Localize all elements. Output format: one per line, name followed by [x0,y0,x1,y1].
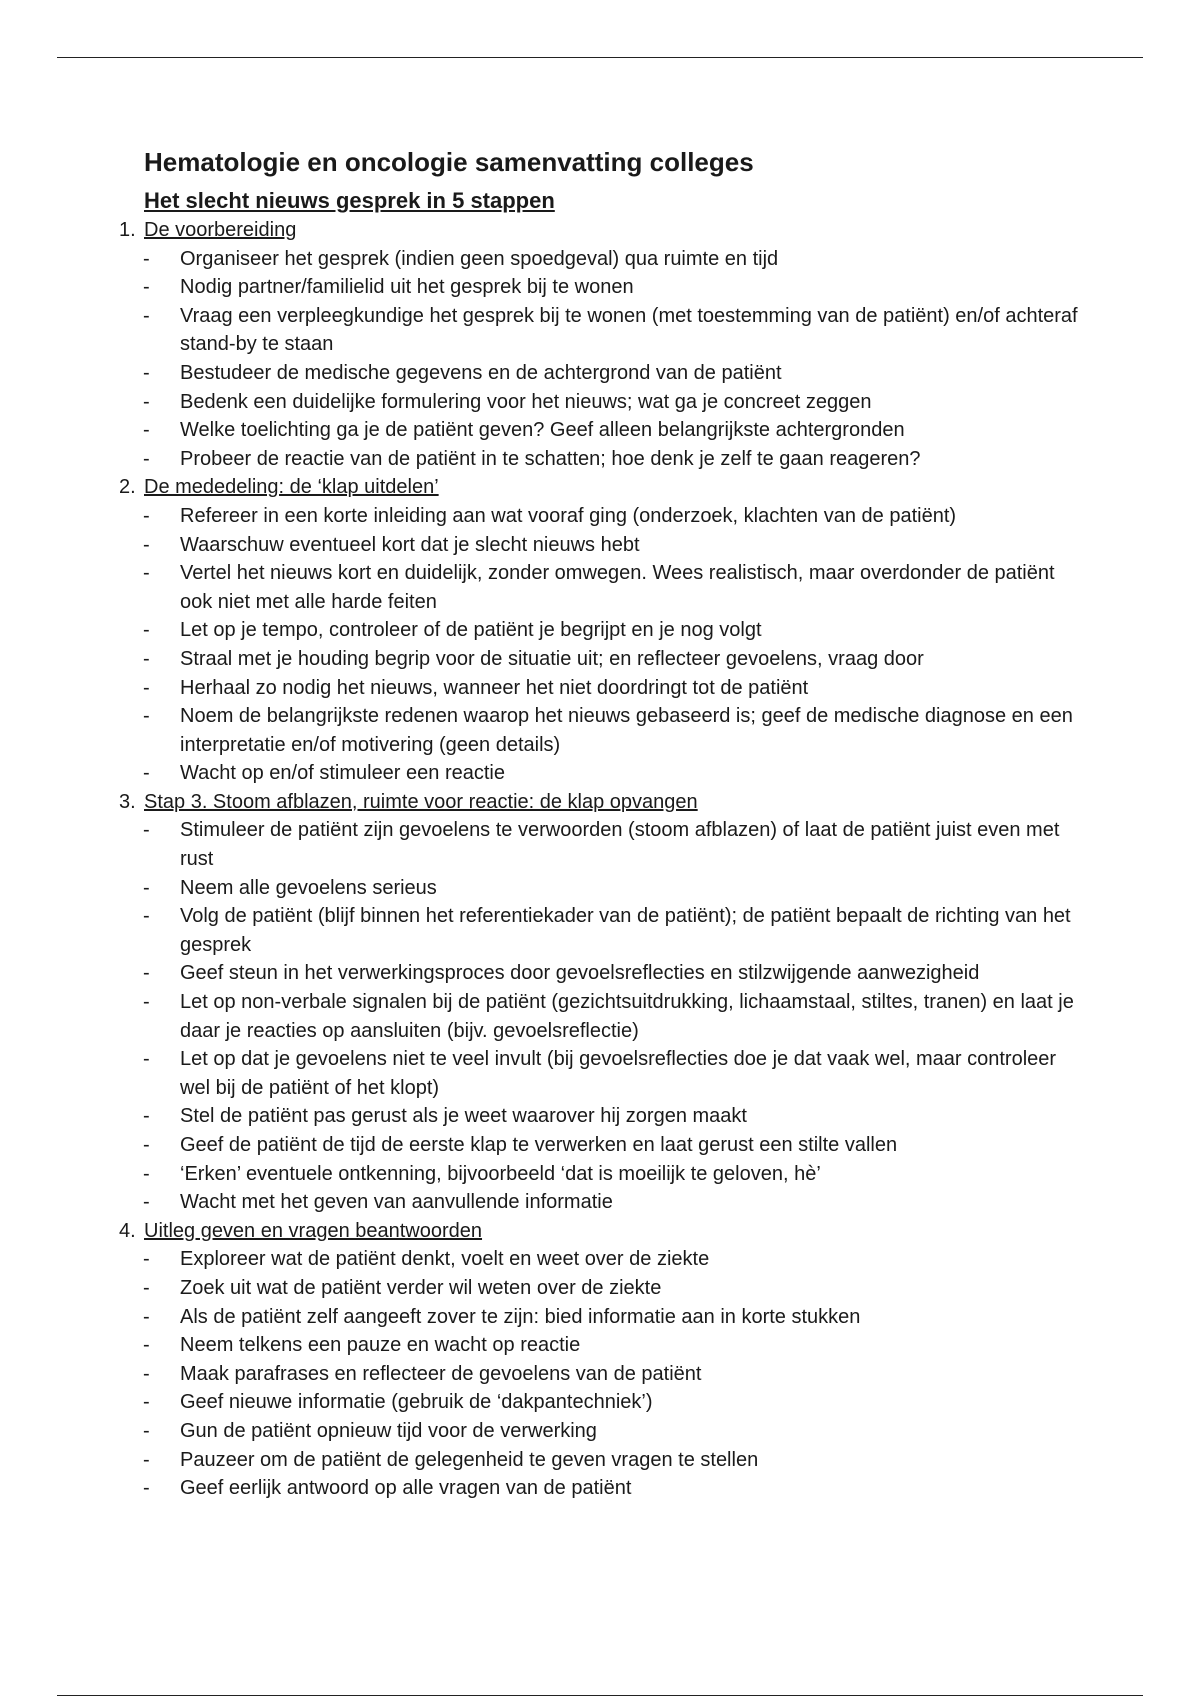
list-item [0,502,1200,531]
list-item [0,1160,1200,1189]
section-number: 4. [119,1219,136,1242]
bullet-dash: - [143,1248,150,1271]
document-body [0,138,1200,1503]
list-item [0,302,1200,359]
bullet-list [0,1245,1200,1502]
list-item [0,616,1200,645]
document-title: Hematologie en oncologie samenvatting colleges [144,147,754,177]
list-item [0,1045,1200,1102]
list-item-text: Noem de belangrijkste redenen waarop het nieuws gebaseerd is; geef de medische diagnose en een interpretatie en/of motivering (geen details) [180,705,1073,756]
list-item [0,1360,1200,1389]
list-item-text: Exploreer wat de patiënt denkt, voelt en weet over de ziekte [180,1248,710,1271]
bullet-dash: - [143,533,150,556]
list-item-text: Nodig partner/familielid uit het gesprek bij te wonen [180,276,634,299]
list-item-text: Geef nieuwe informatie (gebruik de ‘dakpantechniek’) [180,1391,653,1414]
section-number: 1. [119,219,136,241]
section-heading-text: De mededeling: de ‘klap uitdelen’ [144,476,439,499]
list-item-text: Let op non-verbale signalen bij de patiënt (gezichtsuitdrukking, lichaamstaal, stiltes, tranen) en laat je daar je reacties op aansluiten (bijv. gevoelsreflectie) [180,991,1074,1042]
list-item-text: Neem alle gevoelens serieus [180,876,437,899]
bullet-dash: - [143,1419,150,1442]
list-item-text: Herhaal zo nodig het nieuws, wanneer het niet doordringt tot de patiënt [180,676,809,699]
list-item [0,1274,1200,1303]
section-number: 3. [119,790,136,813]
bullet-list [0,502,1200,788]
bullet-dash: - [143,361,150,384]
bullet-dash: - [143,619,150,642]
list-item-text: Neem telkens een pauze en wacht op reactie [180,1334,581,1357]
bullet-dash: - [143,1105,150,1128]
list-item-text: Maak parafrases en reflecteer de gevoelens van de patiënt [180,1362,702,1385]
list-item [0,874,1200,903]
section-heading-text: Stap 3. Stoom afblazen, ruimte voor reactie: de klap opvangen [144,790,698,813]
header-rule [57,57,1143,58]
section-1 [0,216,1200,473]
section-heading [0,788,1200,817]
list-item-text: Vraag een verpleegkundige het gesprek bij te wonen (met toestemming van de patiënt) en/of achteraf stand-by te staan [180,304,1078,356]
list-item [0,1245,1200,1274]
list-item-text: Stel de patiënt pas gerust als je weet waarover hij zorgen maakt [180,1105,747,1128]
list-item [0,988,1200,1045]
section-heading [0,473,1200,502]
list-item [0,759,1200,788]
bullet-dash: - [143,1334,150,1357]
list-item [0,959,1200,988]
bullet-dash: - [143,390,150,413]
list-item-text: Organiseer het gesprek (indien geen spoedgeval) qua ruimte en tijd [180,247,779,270]
bullet-dash: - [143,276,150,299]
list-item-text: Welke toelichting ga je de patiënt geven? Geef alleen belangrijkste achtergronden [180,419,905,442]
list-item [0,245,1200,274]
bullet-dash: - [143,1448,150,1471]
list-item [0,559,1200,616]
bullet-dash: - [143,1391,150,1414]
bullet-dash: - [143,1048,150,1071]
list-item [0,1102,1200,1131]
list-item-text: Bedenk een duidelijke formulering voor het nieuws; wat ga je concreet zeggen [180,390,872,413]
list-item-text: Als de patiënt zelf aangeeft zover te zijn: bied informatie aan in korte stukken [180,1305,861,1328]
list-item-text: Geef de patiënt de tijd de eerste klap te verwerken en laat gerust een stilte vallen [180,1134,898,1156]
bullet-dash: - [143,905,150,928]
bullet-dash: - [143,419,150,442]
footer-rule [57,1695,1143,1696]
bullet-dash: - [143,1276,150,1299]
list-item-text: Zoek uit wat de patiënt verder wil weten over de ziekte [180,1276,662,1299]
document-subtitle: Het slecht nieuws gesprek in 5 stappen [144,188,555,213]
list-item-text: Vertel het nieuws kort en duidelijk, zonder omwegen. Wees realistisch, maar overdonder de patiënt ook niet met alle harde feiten [180,562,1055,613]
bullet-dash: - [143,819,150,842]
bullet-dash: - [143,247,150,270]
section-2 [0,473,1200,788]
list-item [0,702,1200,759]
list-item [0,1131,1200,1160]
bullet-dash: - [143,1362,150,1385]
list-item-text: Waarschuw eventueel kort dat je slecht nieuws hebt [180,533,640,556]
list-item [0,1417,1200,1446]
list-item-text: Geef eerlijk antwoord op alle vragen van de patiënt [180,1477,632,1500]
list-item [0,1303,1200,1332]
list-item [0,388,1200,417]
bullet-dash: - [143,991,150,1014]
list-item [0,531,1200,560]
section-number: 2. [119,476,136,499]
list-item-text: Gun de patiënt opnieuw tijd voor de verwerking [180,1419,597,1442]
section-3 [0,788,1200,1217]
bullet-list [0,816,1200,1216]
list-item [0,445,1200,474]
section-4 [0,1217,1200,1503]
list-item [0,674,1200,703]
list-item-text: Stimuleer de patiënt zijn gevoelens te verwoorden (stoom afblazen) of laat de patiënt juist even met rust [180,819,1060,871]
list-item [0,273,1200,302]
list-item-text: Bestudeer de medische gegevens en de achtergrond van de patiënt [180,361,782,384]
bullet-dash: - [143,1162,150,1185]
section-heading-text: Uitleg geven en vragen beantwoorden [144,1219,483,1242]
bullet-dash: - [143,676,150,699]
bullet-dash: - [143,962,150,985]
list-item-text: Geef steun in het verwerkingsproces door gevoelsreflecties en stilzwijgende aanwezigheid [180,962,980,985]
list-item [0,1188,1200,1217]
list-item [0,816,1200,873]
list-item-text: Straal met je houding begrip voor de situatie uit; en reflecteer gevoelens, vraag door [180,647,924,670]
list-item [0,416,1200,445]
list-item-text: Let op je tempo, controleer of de patiënt je begrijpt en je nog volgt [180,619,762,642]
section-heading [0,216,1200,245]
bullet-dash: - [143,1134,150,1156]
bullet-dash: - [143,562,150,585]
list-item-text: Volg de patiënt (blijf binnen het referentiekader van de patiënt); de patiënt bepaalt de richting van het gesprek [180,905,1071,956]
bullet-dash: - [143,304,150,327]
list-item [0,1474,1200,1503]
bullet-dash: - [143,705,150,728]
bullet-dash: - [143,447,150,470]
list-item [0,359,1200,388]
list-item-text: Let op dat je gevoelens niet te veel invult (bij gevoelsreflecties doe je dat vaak wel, maar controleer wel bij de patiënt of het klopt) [180,1048,1057,1099]
bullet-list [0,245,1200,474]
section-list [0,216,1200,1503]
list-item-text: Wacht met het geven van aanvullende informatie [180,1191,613,1214]
list-item-text: Refereer in een korte inleiding aan wat vooraf ging (onderzoek, klachten van de patiënt) [180,504,957,527]
list-item-text: ‘Erken’ eventuele ontkenning, bijvoorbeeld ‘dat is moeilijk te geloven, hè’ [180,1162,821,1185]
list-item [0,902,1200,959]
section-heading [0,1217,1200,1246]
list-item-text: Wacht op en/of stimuleer een reactie [180,762,505,785]
section-heading-text: De voorbereiding [144,219,297,241]
bullet-dash: - [143,647,150,670]
bullet-dash: - [143,1191,150,1214]
bullet-dash: - [143,1305,150,1328]
bullet-dash: - [143,762,150,785]
list-item [0,1388,1200,1417]
list-item [0,1446,1200,1475]
list-item [0,1331,1200,1360]
list-item-text: Pauzeer om de patiënt de gelegenheid te geven vragen te stellen [180,1448,759,1471]
list-item [0,645,1200,674]
bullet-dash: - [143,504,150,527]
bullet-dash: - [143,876,150,899]
list-item-text: Probeer de reactie van de patiënt in te schatten; hoe denk je zelf te gaan reageren? [180,447,921,470]
bullet-dash: - [143,1477,150,1500]
